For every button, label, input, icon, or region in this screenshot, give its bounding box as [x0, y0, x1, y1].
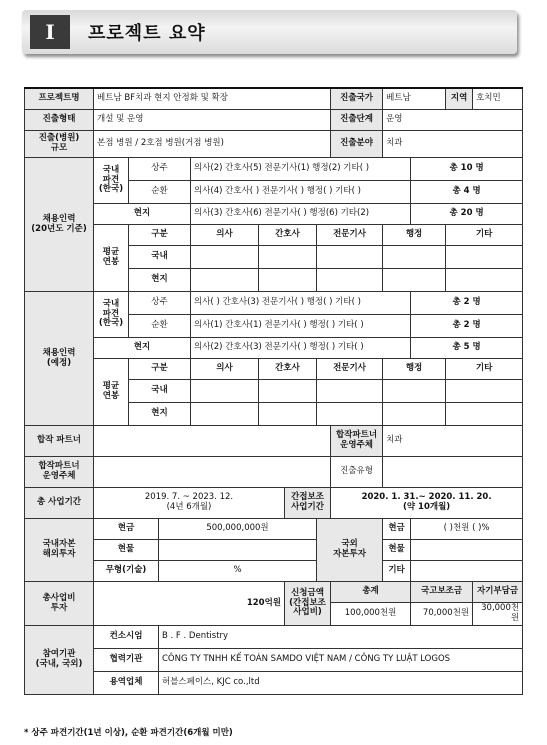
staff-plan-label: 채용인력 (예정)	[25, 292, 94, 426]
staff-2020-col-admin: 행정	[383, 225, 446, 246]
staff-2020-resident-total: 총 10 명	[411, 158, 523, 181]
table-cell	[383, 269, 446, 292]
entry-category-label: 진출유형	[331, 457, 383, 488]
indirect-period-value: 2020. 1. 31.~ 2020. 11. 20. (약 10개월)	[331, 488, 523, 519]
foreign-cash-label: 현금	[383, 519, 411, 540]
staff-2020-salary-label: 평균 연봉	[94, 225, 129, 292]
staff-2020-dispatch-label: 국내 파견 (한국)	[94, 158, 129, 204]
staff-plan-dispatch-label: 국내 파견 (한국)	[94, 292, 129, 338]
self-funding-label: 자기부담금	[473, 582, 523, 603]
table-cell	[191, 403, 259, 426]
service-value: 허블스페이스, KJC co.,ltd	[159, 672, 523, 695]
footnote: * 상주 파견기간(1년 이상), 순환 파견기간(6개월 미만)	[24, 728, 233, 738]
staff-2020-row-domestic: 국내	[129, 246, 191, 269]
table-cell	[317, 380, 383, 403]
staff-2020-local-label: 현지	[94, 204, 191, 225]
table-cell	[259, 380, 317, 403]
cash-value: 500,000,000원	[159, 519, 317, 540]
entry-field-label: 진출분야	[331, 131, 383, 158]
staff-2020-rotating-label: 순환	[129, 181, 191, 204]
partner-label: 합작 파트너	[25, 426, 94, 457]
entry-type-label: 진출형태	[25, 110, 94, 131]
section-banner	[22, 10, 517, 54]
staff-plan-local-total: 총 5 명	[411, 338, 523, 359]
partner-operator2-value	[94, 457, 331, 488]
staff-plan-resident-total: 총 2 명	[411, 292, 523, 315]
table-cell	[191, 269, 259, 292]
partner-org-label: 협력기관	[94, 649, 159, 672]
orgs-label: 참여기관 (국내, 국외)	[25, 626, 94, 695]
domestic-investment-label: 국내자본 해외투자	[25, 519, 94, 582]
subsidy-label: 국고보조금	[411, 582, 473, 603]
region-value: 호치민	[473, 88, 523, 110]
entry-stage-value: 운영	[383, 110, 523, 131]
staff-2020-col-doctor: 의사	[191, 225, 259, 246]
staff-2020-local-value: 의사(3) 간호사(6) 전문기사( ) 행정(6) 기타(2)	[191, 204, 411, 225]
partner-operator2-label: 합작파트너 운영주체	[25, 457, 94, 488]
staff-plan-col-admin: 행정	[383, 359, 446, 380]
foreign-goods-label: 현물	[383, 540, 411, 561]
goods-value	[159, 540, 317, 561]
staff-plan-col-category: 구분	[129, 359, 191, 380]
indirect-period-label: 간접보조 사업기간	[285, 488, 331, 519]
staff-plan-salary-label: 평균 연봉	[94, 359, 129, 426]
section-title: 프로젝트 요약	[88, 23, 206, 44]
self-funding-value: 30,000천원	[473, 603, 523, 626]
staff-plan-resident-label: 상주	[129, 292, 191, 315]
project-summary-table	[24, 87, 523, 695]
table-cell	[446, 403, 523, 426]
sum-label: 총계	[331, 582, 411, 603]
staff-2020-label: 채용인력 (20년도 기준)	[25, 158, 94, 292]
table-cell	[259, 269, 317, 292]
partner-value	[94, 426, 331, 457]
table-cell	[383, 403, 446, 426]
staff-plan-local-label: 현지	[94, 338, 191, 359]
table-cell	[317, 246, 383, 269]
project-name-value: 베트남 BF치과 현지 안정화 및 확장	[94, 88, 331, 110]
staff-2020-local-total: 총 20 명	[411, 204, 523, 225]
table-cell	[446, 380, 523, 403]
intangible-value: %	[159, 561, 317, 582]
entry-category-value	[383, 457, 523, 488]
entry-type-value: 개설 및 운영	[94, 110, 331, 131]
staff-plan-resident-value: 의사( ) 간호사(3) 전문기사( ) 행정( ) 기타( )	[191, 292, 411, 315]
subsidy-value: 70,000천원	[411, 603, 473, 626]
table-cell	[317, 269, 383, 292]
staff-plan-col-doctor: 의사	[191, 359, 259, 380]
sum-value: 100,000천원	[331, 603, 411, 626]
entry-scale-value: 본점 병원 / 2호점 병원(거점 병원)	[94, 131, 331, 158]
staff-2020-col-technician: 전문기사	[317, 225, 383, 246]
staff-plan-row-domestic: 국내	[129, 380, 191, 403]
staff-2020-rotating-value: 의사(4) 간호사( ) 전문기사( ) 행정( ) 기타( )	[191, 181, 411, 204]
entry-stage-label: 진출단계	[331, 110, 383, 131]
goods-label: 현물	[94, 540, 159, 561]
staff-plan-local-value: 의사(2) 간호사(3) 전문기사( ) 행정( ) 기타( )	[191, 338, 411, 359]
staff-plan-col-other: 기타	[446, 359, 523, 380]
partner-org-value: CÔNG TY TNHH KẾ TOÁN SAMDO VIỆT NAM / CÔNG TY LUẬT LOGOS	[159, 649, 523, 672]
foreign-other-label: 기타	[383, 561, 411, 582]
table-cell	[383, 380, 446, 403]
budget-label: 총사업비 투자	[25, 582, 94, 626]
staff-2020-row-local: 현지	[129, 269, 191, 292]
foreign-goods-value	[411, 540, 523, 561]
staff-2020-rotating-total: 총 4 명	[411, 181, 523, 204]
budget-total-value: 120억원	[94, 582, 285, 626]
staff-plan-rotating-value: 의사(1) 간호사(1) 전문기사( ) 행정( ) 기타( )	[191, 315, 411, 338]
entry-field-value: 치과	[383, 131, 523, 158]
foreign-other-value	[411, 561, 523, 582]
consortium-label: 컨소시엄	[94, 626, 159, 649]
table-cell	[259, 403, 317, 426]
table-cell	[317, 403, 383, 426]
cash-label: 현금	[94, 519, 159, 540]
partner-operator-label: 합작파트너 운영주체	[331, 426, 383, 457]
country-value: 베트남	[383, 88, 446, 110]
staff-2020-col-nurse: 간호사	[259, 225, 317, 246]
partner-operator-value: 치과	[383, 426, 523, 457]
project-name-label: 프로젝트명	[25, 88, 94, 110]
staff-2020-col-category: 구분	[129, 225, 191, 246]
consortium-value: B . F . Dentistry	[159, 626, 523, 649]
foreign-cash-value: ( )천원 ( )%	[411, 519, 523, 540]
table-cell	[446, 246, 523, 269]
foreign-investment-label: 국외 자본투자	[317, 519, 383, 582]
requested-amount-label: 신청금액 (간접보조 사업비)	[285, 582, 331, 626]
service-label: 용역업체	[94, 672, 159, 695]
total-period-value: 2019. 7. ~ 2023. 12. (4년 6개월)	[94, 488, 285, 519]
table-cell	[259, 246, 317, 269]
section-number-badge: I	[30, 15, 70, 49]
intangible-label: 무형(기술)	[94, 561, 159, 582]
total-period-label: 총 사업기간	[25, 488, 94, 519]
staff-2020-resident-value: 의사(2) 간호사(5) 전문기사(1) 행정(2) 기타( )	[191, 158, 411, 181]
staff-plan-row-local: 현지	[129, 403, 191, 426]
staff-plan-col-nurse: 간호사	[259, 359, 317, 380]
entry-scale-label: 진출(병원) 규모	[25, 131, 94, 158]
table-cell	[383, 246, 446, 269]
staff-2020-resident-label: 상주	[129, 158, 191, 181]
table-cell	[191, 380, 259, 403]
table-cell	[446, 269, 523, 292]
table-cell	[191, 246, 259, 269]
region-label: 지역	[446, 88, 473, 110]
country-label: 진출국가	[331, 88, 383, 110]
staff-plan-rotating-label: 순환	[129, 315, 191, 338]
staff-plan-col-technician: 전문기사	[317, 359, 383, 380]
staff-plan-rotating-total: 총 2 명	[411, 315, 523, 338]
staff-2020-col-other: 기타	[446, 225, 523, 246]
